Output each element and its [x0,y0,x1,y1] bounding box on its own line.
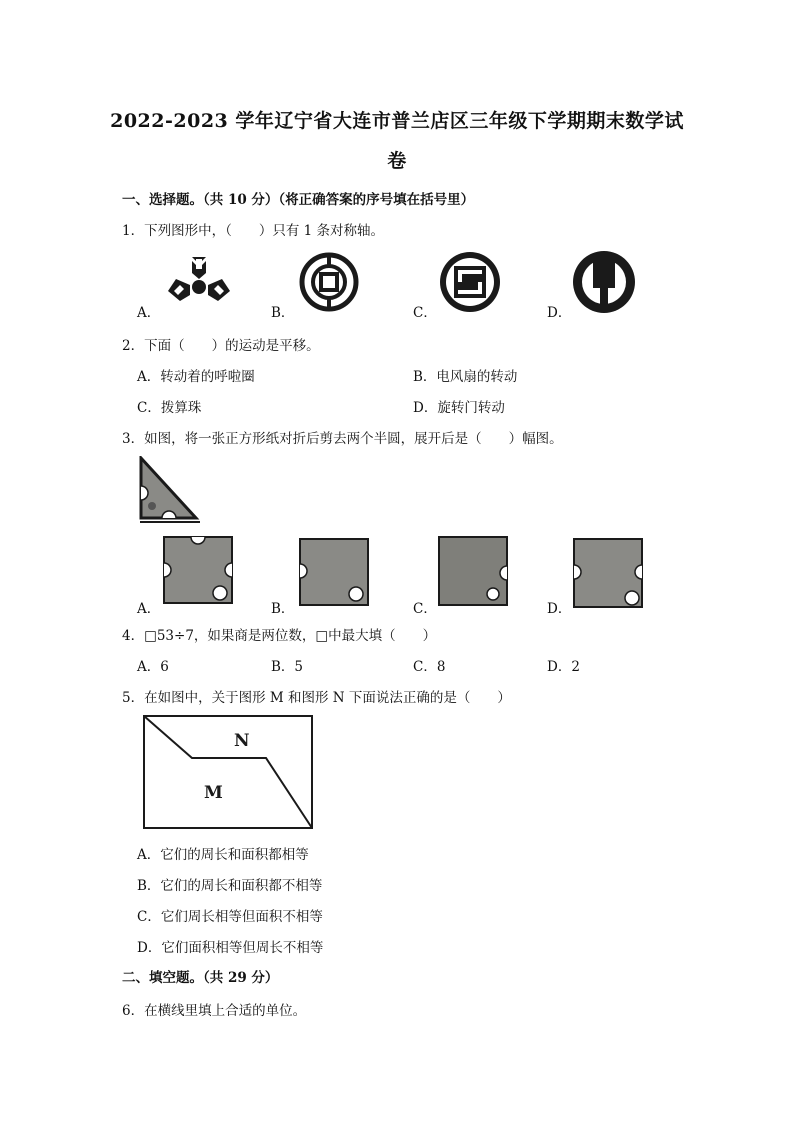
q4-option-b: B．5 [271,659,304,675]
q3-stem: 3．如图，将一张正方形纸对折后剪去两个半圆，展开后是（ ）幅图。 [122,431,563,447]
q2-option-d: D．旋转门转动 [413,400,505,416]
q3-label-d: D． [547,601,572,617]
q4-option-a: A．6 [137,659,169,675]
q3-option-d-figure [572,537,644,609]
q3-label-a: A． [137,601,161,617]
page-title-line1: 2022-2023 学年辽宁省大连市普兰店区三年级下学期期末数学试 [110,110,684,132]
q2-stem: 2．下面（ ）的运动是平移。 [122,338,320,354]
q1-label-c: C． [413,305,437,321]
q1-label-b: B． [271,305,295,321]
q2-option-c: C．拨算珠 [137,400,202,416]
q2-option-b: B．电风扇的转动 [413,369,518,385]
q5-label-m: M [204,783,223,803]
q1-figure-d-bar-logo [569,250,639,314]
q5-option-d: D．它们面积相等但周长不相等 [137,940,324,956]
q1-figure-a-trefoil-logo [160,251,238,309]
q1-figure-b-coin-logo [296,251,362,313]
q3-label-b: B． [271,601,295,617]
q5-option-a: A．它们的周长和面积都相等 [137,847,309,863]
q1-label-d: D． [547,305,572,321]
q1-stem: 1．下列图形中，（ ）只有 1 条对称轴。 [122,223,385,239]
q3-option-b-figure [298,537,370,607]
q3-folded-paper-figure [138,456,202,526]
q1-figure-c-maze-logo [437,250,503,314]
q3-option-a-figure [162,535,234,605]
section2-heading: 二、填空题。（共 29 分） [122,970,279,986]
q5-stem: 5．在如图中，关于图形 M 和图形 N 下面说法正确的是（ ） [122,690,511,706]
q5-option-c: C．它们周长相等但面积不相等 [137,909,323,925]
section1-heading: 一、选择题。（共 10 分）（将正确答案的序号填在括号里） [122,192,475,208]
q2-option-a: A．转动着的呼啦圈 [137,369,255,385]
q3-option-c-figure [437,535,511,607]
q4-stem: 4．□53÷7，如果商是两位数，□中最大填（ ） [122,628,437,644]
q5-option-b: B．它们的周长和面积都不相等 [137,878,323,894]
q6-stem: 6．在横线里填上合适的单位。 [122,1003,307,1019]
q5-label-n: N [234,731,250,751]
q4-option-d: D．2 [547,659,580,675]
page-title-line2: 卷 [387,150,407,172]
q3-label-c: C． [413,601,437,617]
q1-label-a: A． [137,305,161,321]
q4-option-c: C．8 [413,659,446,675]
q5-rectangle-figure [140,712,316,834]
